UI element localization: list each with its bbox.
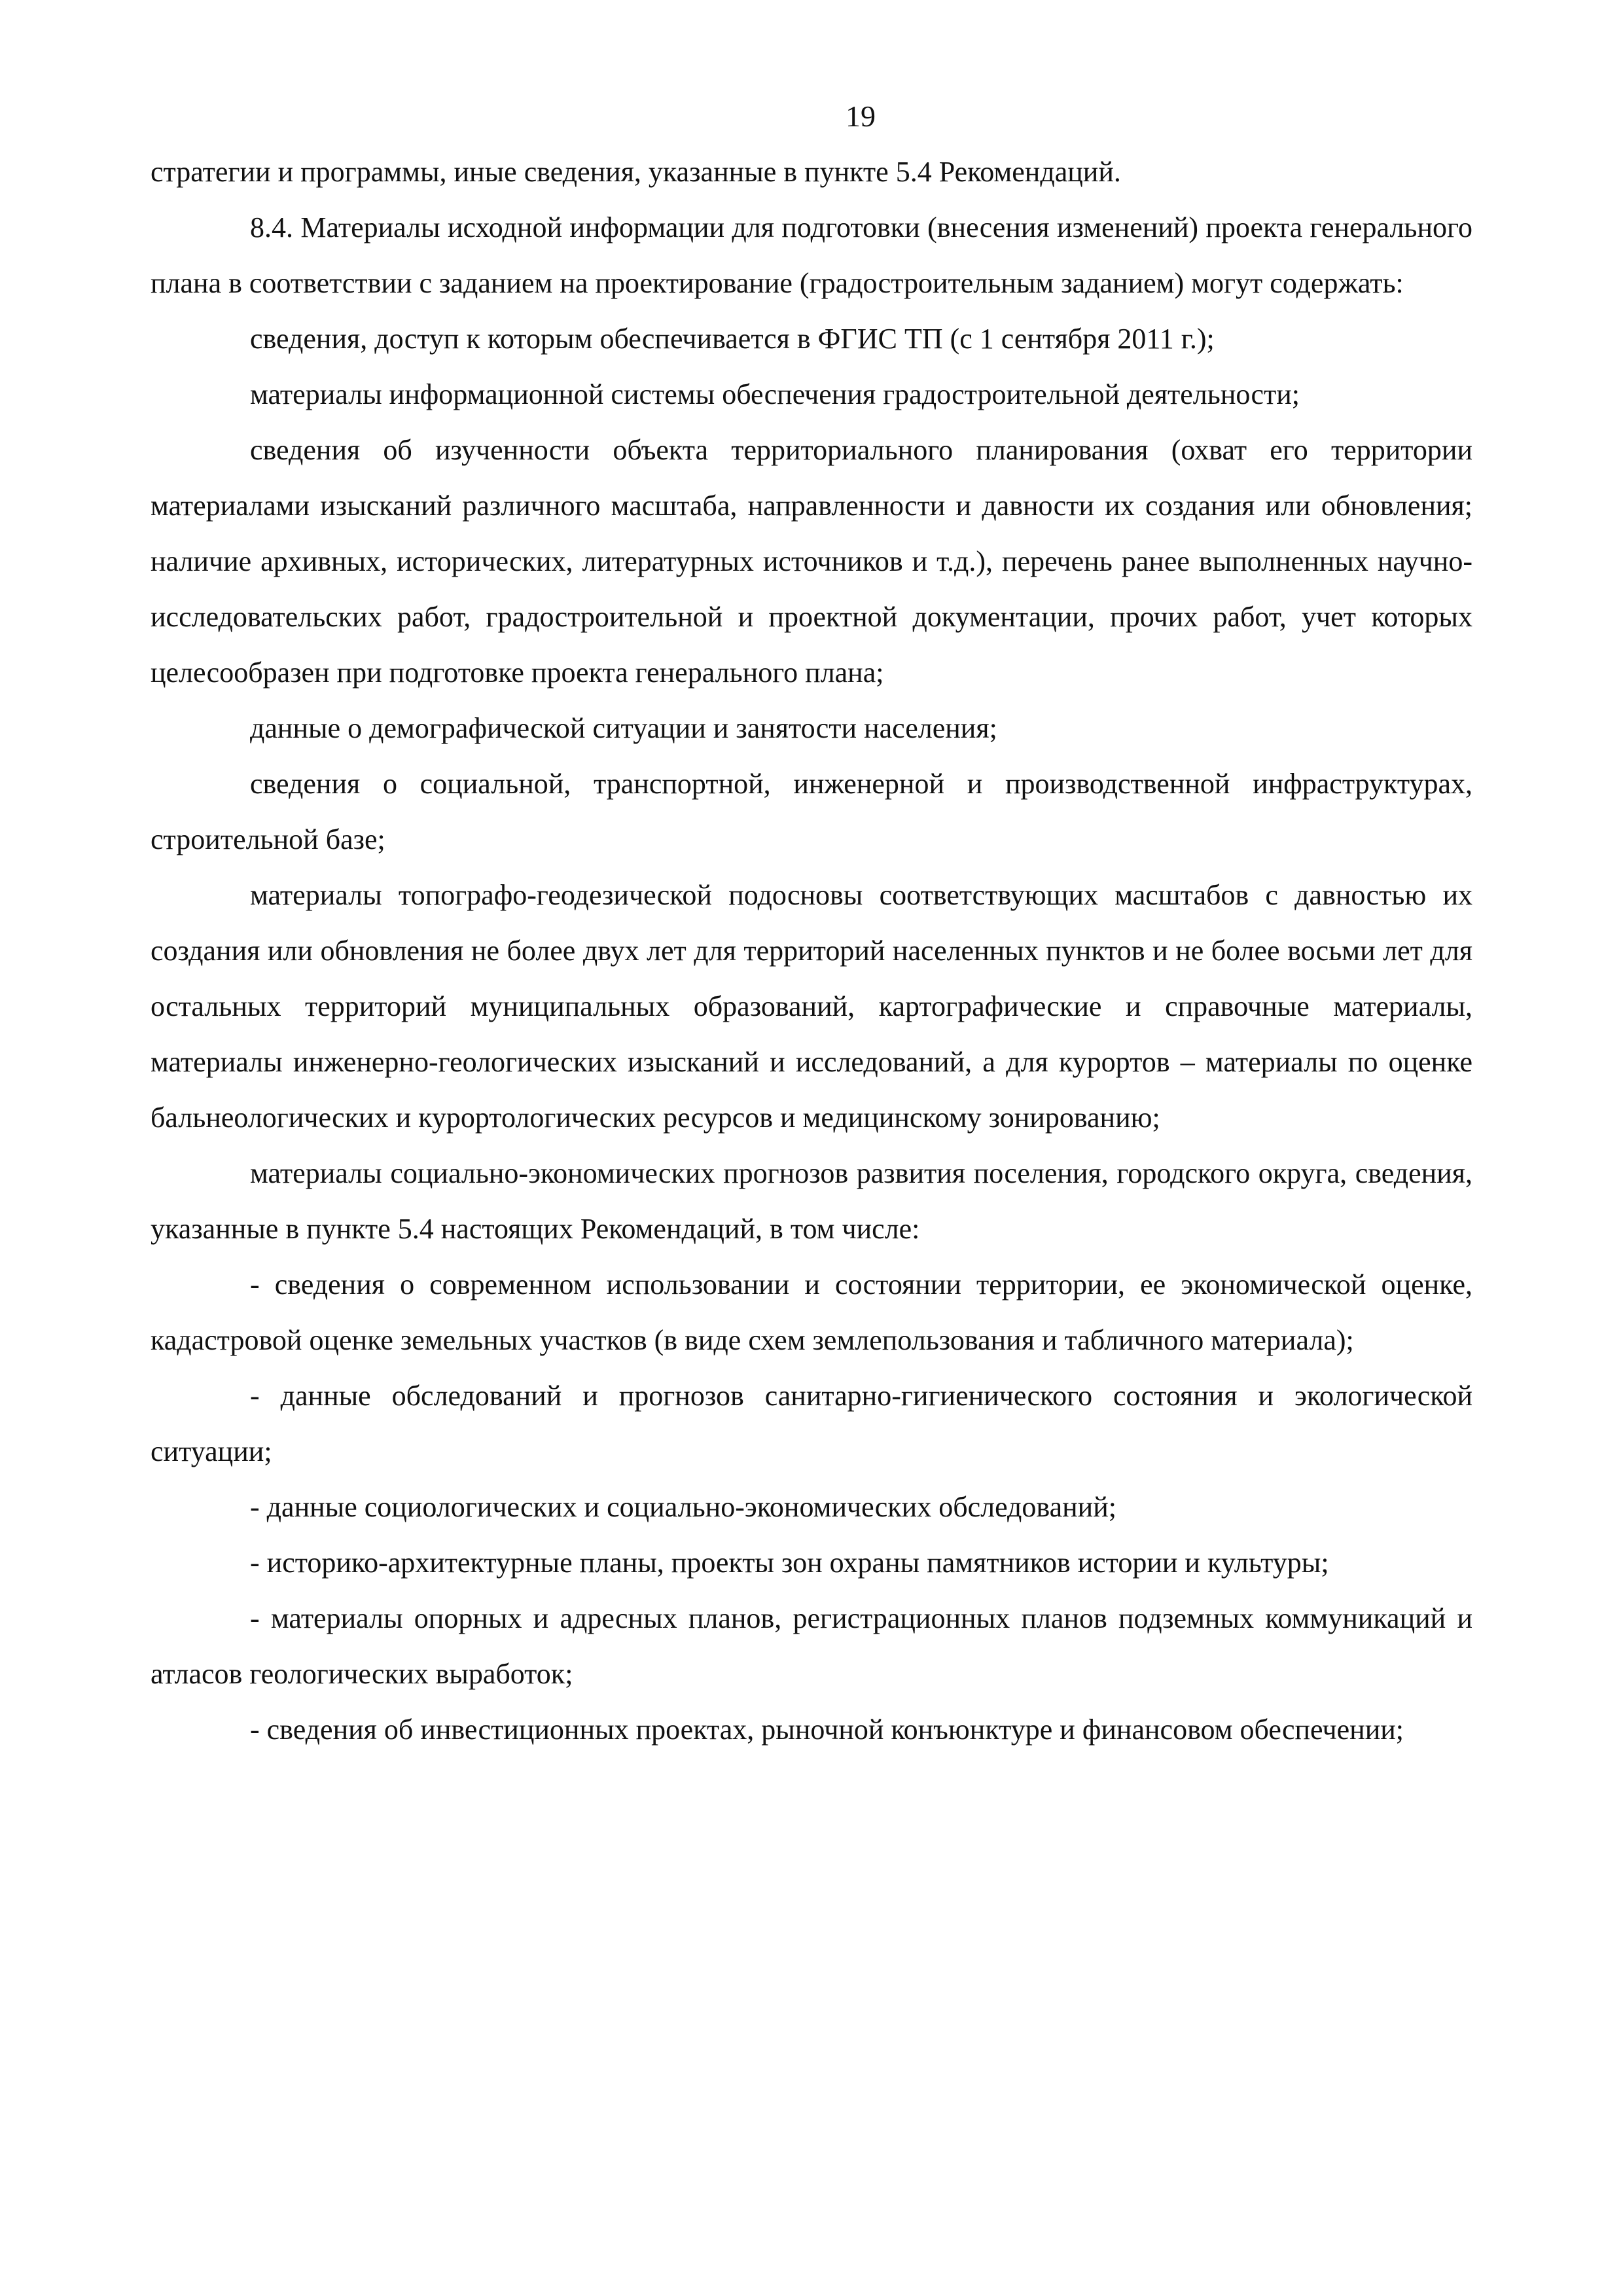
list-item: - сведения о современном использовании и состоянии территории, ее экономической оценке, кадастровой оценке земельных участков (в виде схем землепользования и табличного материала); bbox=[151, 1268, 1472, 1356]
paragraph-8-4: 8.4. Материалы исходной информации для подготовки (внесения изменений) проекта генерального плана в соответствии с заданием на проектирование (градостроительным заданием) могут содержать: bbox=[151, 211, 1472, 299]
paragraph: сведения, доступ к которым обеспечивается в ФГИС ТП (с 1 сентября 2011 г.); bbox=[250, 323, 1215, 355]
list-item: - материалы опорных и адресных планов, регистрационных планов подземных коммуникаций и атласов геологических выработок; bbox=[151, 1602, 1472, 1690]
paragraph-continuation: стратегии и программы, иные сведения, указанные в пункте 5.4 Рекомендаций. bbox=[151, 156, 1121, 188]
list-item: - данные обследований и прогнозов санитарно-гигиенического состояния и экологической ситуации; bbox=[151, 1380, 1472, 1467]
paragraph: сведения о социальной, транспортной, инженерной и производственной инфраструктурах, строительной базе; bbox=[151, 768, 1472, 855]
list-item: - историко-архитектурные планы, проекты зон охраны памятников истории и культуры; bbox=[250, 1547, 1329, 1579]
paragraph: данные о демографической ситуации и занятости населения; bbox=[250, 712, 997, 744]
paragraph: материалы топографо-геодезической подосновы соответствующих масштабов с давностью их создания или обновления не более двух лет для территорий населенных пунктов и не более восьми лет для остальных территорий муниципальных образований, картографические и справочные материалы, материалы инженерно-геологических изысканий и исследований, а для курортов – материалы по оценке бальнеологических и курортологических ресурсов и медицинскому зонированию; bbox=[151, 879, 1472, 1134]
paragraph: сведения об изученности объекта территориального планирования (охват его территории материалами изысканий различного масштаба, направленности и давности их создания или обновления; наличие архивных, исторических, литературных источников и т.д.), перечень ранее выполненных научно-исследовательских работ, градостроительной и проектной документации, прочих работ, учет которых целесообразен при подготовке проекта генерального плана; bbox=[151, 434, 1472, 689]
list-item: - данные социологических и социально-экономических обследований; bbox=[250, 1491, 1116, 1523]
list-item: - сведения об инвестиционных проектах, рыночной конъюнктуре и финансовом обеспечении; bbox=[250, 1713, 1404, 1746]
paragraph: материалы социально-экономических прогнозов развития поселения, городского округа, сведения, указанные в пункте 5.4 настоящих Рекомендаций, в том числе: bbox=[151, 1157, 1472, 1245]
page-number: 19 bbox=[846, 99, 876, 133]
document-body bbox=[151, 144, 1472, 1757]
paragraph: материалы информационной системы обеспечения градостроительной деятельности; bbox=[250, 378, 1300, 410]
